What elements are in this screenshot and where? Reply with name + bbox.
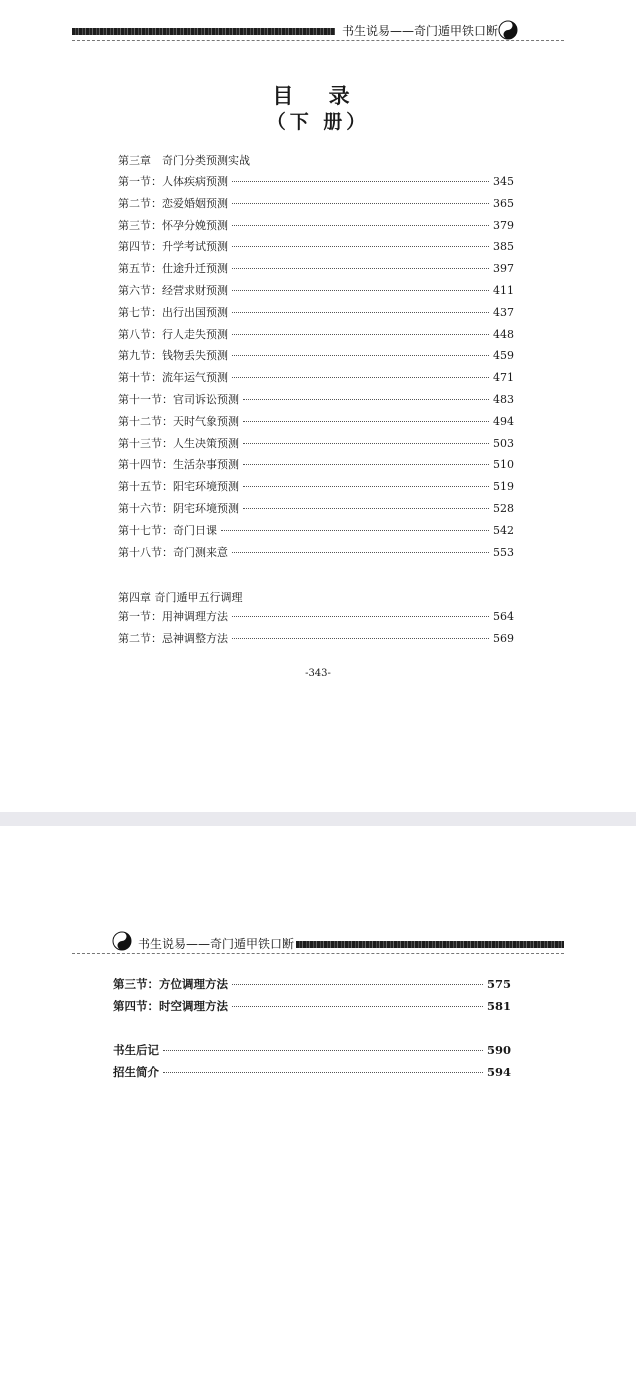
toc-entry-label: 第三节：方位调理方法 [113,977,228,991]
toc-entry [118,413,514,429]
toc-entry [118,260,514,276]
dot-leader [232,268,489,269]
page-header [0,931,636,961]
toc-entry-page: 590 [486,1043,511,1057]
toc-entry-label: 第二节：恋爱婚姻预测 [118,196,228,210]
dot-leader [232,203,489,204]
toc-entry [118,391,514,407]
toc-entry-page: 519 [493,480,514,494]
yin-yang-icon [112,931,132,951]
page-number: -343- [305,668,331,679]
toc-entry [118,630,514,646]
toc-entry [113,998,511,1014]
toc-entry-label: 第六节：经营求财预测 [118,284,228,297]
toc-entry-page: 483 [493,393,514,406]
toc-entry-label: 书生后记 [113,1043,159,1057]
toc-entry-page: 345 [493,175,514,188]
dot-leader [232,312,489,313]
dot-leader [243,464,489,465]
toc-entry-page: 437 [493,305,514,319]
header-dashed-rule [72,953,564,954]
dot-leader [232,377,489,378]
toc-entry-page: 411 [493,284,514,297]
chapter-3-heading: 第三章 奇门分类预测实战 [118,154,250,167]
header-rule-bar [296,941,564,948]
toc-entry-page: 397 [493,262,514,276]
toc-entry [118,282,514,298]
toc-entry-page: 471 [493,371,514,385]
toc-entry [118,326,514,342]
toc-entry-label: 第四节：升学考试预测 [118,240,228,254]
toc-entry [113,1064,511,1080]
header-dashed-rule [72,40,564,41]
toc-entry [118,544,514,560]
dot-leader [232,225,489,226]
toc-title: 目 录 [272,83,364,108]
toc-entry [118,500,514,516]
toc-entry-label: 第五节：仕途升迁预测 [118,262,228,276]
toc-entry [118,456,514,472]
toc-entry-label: 第七节：出行出国预测 [118,305,228,319]
dot-leader [243,421,489,422]
toc-entry-label: 第十二节：天时气象预测 [118,414,239,428]
toc-entry-page: 528 [493,502,514,515]
dot-leader [163,1050,483,1051]
toc-entry-page: 379 [493,218,514,232]
header-rule-bar [72,28,335,35]
toc-entry-label: 第十八节：奇门测来意 [118,545,228,559]
dot-leader [243,443,489,444]
toc-entry [118,173,514,189]
page-header [0,16,636,46]
toc-entry-label: 第十五节：阳宅环境预测 [118,480,239,494]
dot-leader [232,1006,483,1007]
dot-leader [232,616,489,617]
toc-entry-label: 第九节：钱物丢失预测 [118,349,228,363]
toc-entry-label: 第十七节：奇门日课 [118,523,217,537]
dot-leader [232,334,489,335]
yin-yang-icon [498,20,518,40]
toc-entry-page: 365 [493,196,514,210]
toc-entry-label: 第十四节：生活杂事预测 [118,458,239,472]
toc-entry-label: 第十节：流年运气预测 [118,371,228,385]
dot-leader [232,552,489,553]
toc-entry [118,435,514,451]
dot-leader [232,638,489,639]
toc-entry-page: 581 [486,999,511,1013]
header-title: 书生说易——奇门遁甲铁口断 [342,24,499,38]
toc-entry-label: 第二节：忌神调整方法 [118,631,228,645]
toc-entry-label: 第十一节：官司诉讼预测 [118,393,239,406]
toc-entry-page: 553 [493,545,514,559]
toc-entry [118,195,514,211]
toc-entry [118,608,514,624]
toc-entry [118,369,514,385]
toc-subtitle: （下 册） [266,111,370,133]
toc-entry-page: 503 [493,436,514,450]
dot-leader [232,290,489,291]
dot-leader [232,984,483,985]
toc-entry-label: 第八节：行人走失预测 [118,327,228,341]
toc-entry [118,304,514,320]
toc-entry-page: 448 [493,327,514,341]
toc-entry-label: 第三节：怀孕分娩预测 [118,218,228,232]
toc-entry [118,238,514,254]
dot-leader [243,399,489,400]
toc-entry-page: 564 [493,610,514,623]
toc-entry-label: 第十六节：阴宅环境预测 [118,502,239,515]
toc-entry-label: 第十三节：人生决策预测 [118,436,239,450]
toc-entry-page: 569 [493,631,514,645]
toc-entry-page: 594 [486,1065,511,1079]
dot-leader [232,355,489,356]
toc-entry-page: 459 [493,349,514,363]
toc-entry [118,347,514,363]
chapter-4-heading: 第四章 奇门遁甲五行调理 [118,591,243,604]
dot-leader [232,246,489,247]
toc-entry-label: 招生简介 [113,1065,159,1079]
toc-entry-label: 第四节：时空调理方法 [113,999,228,1013]
toc-entry [118,217,514,233]
toc-entry-label: 第一节：用神调理方法 [118,610,228,623]
dot-leader [163,1072,483,1073]
toc-entry [118,522,514,538]
dot-leader [243,508,489,509]
toc-entry [118,478,514,494]
toc-entry-page: 510 [493,458,514,472]
dot-leader [221,530,489,531]
header-title: 书生说易——奇门遁甲铁口断 [138,937,295,951]
dot-leader [243,486,489,487]
book-page-344 [0,826,636,1376]
toc-entry-label: 第一节：人体疾病预测 [118,175,228,188]
toc-entry-page: 542 [493,523,514,537]
toc-entry-page: 385 [493,240,514,254]
toc-entry [113,1042,511,1058]
toc-entry [113,976,511,992]
toc-entry-page: 494 [493,414,514,428]
toc-entry-page: 575 [486,977,511,991]
dot-leader [232,181,489,182]
